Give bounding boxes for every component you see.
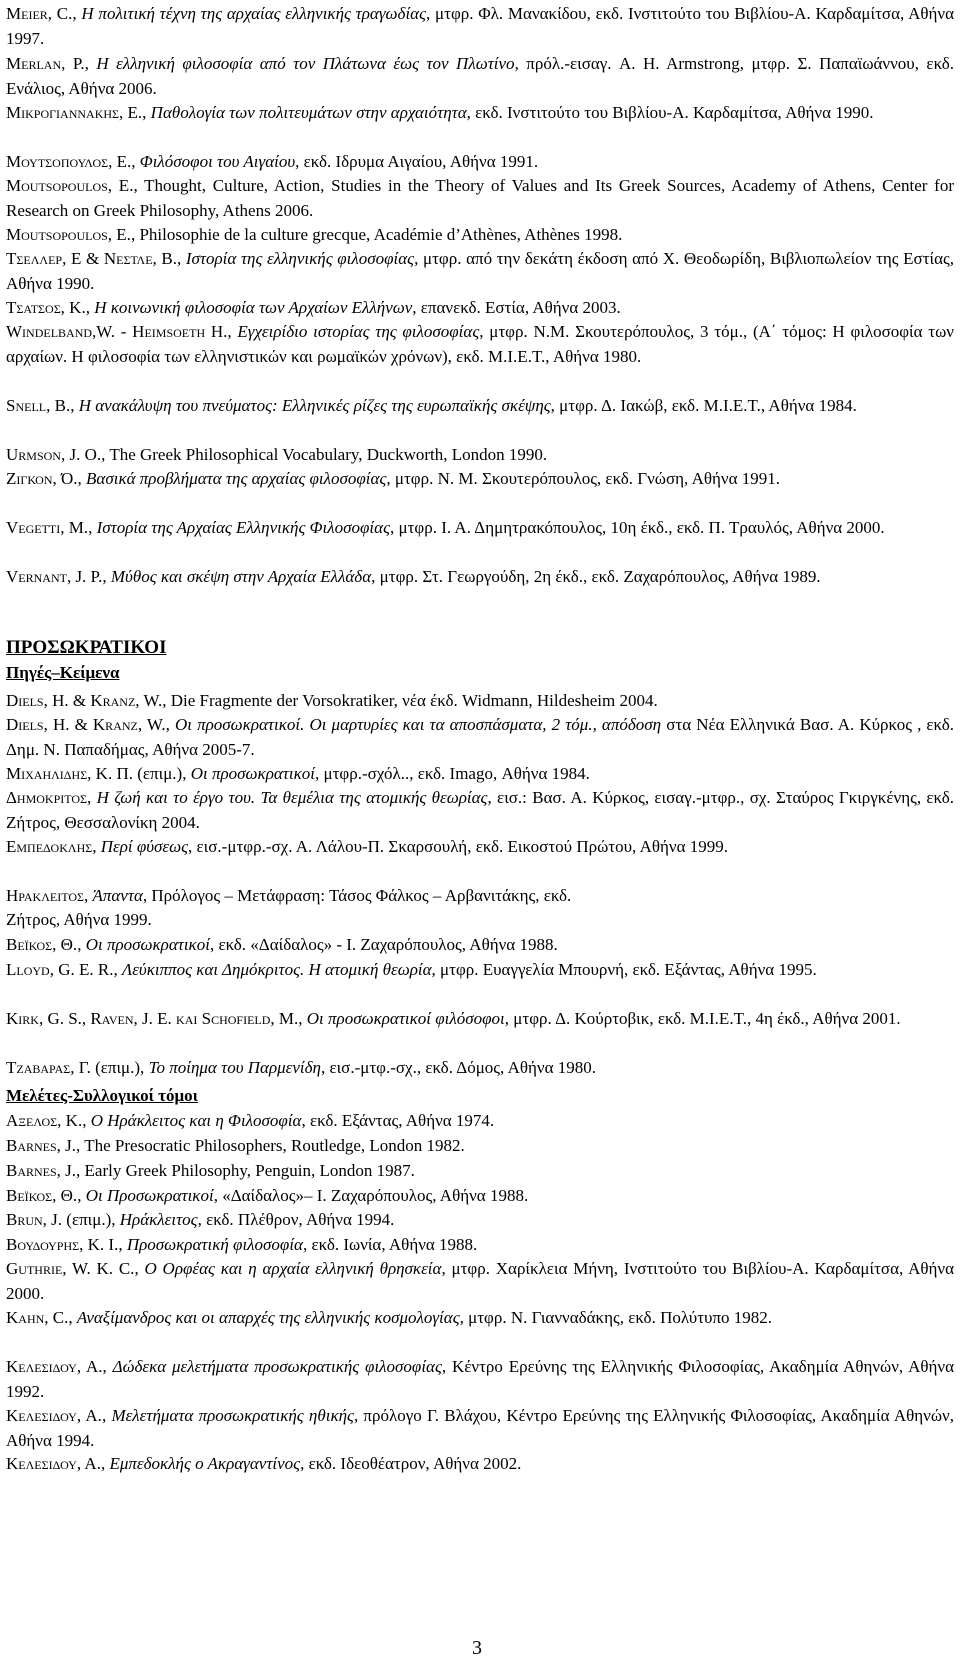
entry-author: Vernant, J. P. (6, 567, 103, 586)
entry-details: , μτφρ. Δ. Ιακώβ, εκδ. Μ.Ι.Ε.Τ., Αθήνα 1984. (550, 396, 857, 415)
entry-details: Ζήτρος, Αθήνα 1999. (6, 910, 152, 929)
entry-separator: , (68, 1308, 77, 1327)
entry-separator: , (101, 1406, 112, 1425)
entry-title: Ο Ηράκλειτος και η Φιλοσοφία (90, 1111, 302, 1130)
entry-author: Diels, H. & Kranz, W. (6, 691, 163, 710)
bibliography-entry (6, 52, 954, 101)
entry-details: , εκδ. Εξάντας, Αθήνα 1974. (301, 1111, 495, 1130)
bibliography-entry (6, 320, 954, 369)
entry-details: , μτφρ. Ν. Γιανναδάκης, εκδ. Πολύτυπο 1982. (459, 1308, 773, 1327)
entry-details: , Κέντρο Ερεύνης της Ελληνικής Φιλοσοφίας, Ακαδημία Αθηνών, Αθήνα 1992. (6, 1357, 954, 1401)
entry-author: Barnes, J. (6, 1136, 77, 1155)
entry-author: Kirk, G. S., Raven, J. E. και Schofield, M. (6, 1009, 299, 1028)
entry-details: , μτφρ. Χαρίκλεια Μήνη, Ινστιτούτο του Βιβλίου-Α. Καρδαμίτσα, Αθήνα 2000. (6, 1259, 954, 1303)
entry-author: Lloyd, G. E. R. (6, 960, 114, 979)
entry-title: Οι προσωκρατικοί φιλόσοφοι (306, 1009, 505, 1028)
entry-details: , μτφρ. Ι. Α. Δημητρακόπουλος, 10η έκδ., εκδ. Π. Τραυλός, Αθήνα 2000. (389, 518, 885, 537)
entry-author: Merlan, P. (6, 54, 85, 73)
entry-details: , εκδ. Πλέθρον, Αθήνα 1994. (197, 1210, 395, 1229)
entry-details: , εισ.: Βασ. Α. Κύρκος, εισαγ.-μτφρ., σχ. Σταύρος Γκιργκένης, εκδ. Ζήτρος, Θεσσαλονίκη 2004. (6, 788, 955, 832)
bibliography-entry (6, 1208, 954, 1233)
page-number: 3 (472, 1637, 482, 1659)
entry-author: Βουδουρης, Κ. Ι. (6, 1235, 119, 1254)
bibliography-entry (6, 1184, 954, 1209)
entry-author: Μικρογιαννακης, Ε. (6, 103, 143, 122)
entry-details: , εισ.-μτφ.-σχ., εκδ. Δόμος, Αθήνα 1980. (320, 1058, 597, 1077)
bibliography-entry (6, 1007, 954, 1032)
entry-author: Αξελος, Κ. (6, 1111, 83, 1130)
bibliography-entry (6, 1452, 954, 1477)
bibliography-entry (6, 1109, 954, 1134)
entry-title: Η ελληνική φιλοσοφία από τον Πλάτωνα έως τον Πλωτίνο (96, 54, 515, 73)
entry-title: Άπαντα (92, 886, 143, 905)
entry-details: , μτφρ. Ν.Μ. Σκουτερόπουλος, 3 τόμ., (Α΄ τόμος: Η φιλοσοφία των αρχαίων. Η φιλοσοφία των ελληνιστικών και ρωμαϊκών χρόνων), εκδ. Μ.Ι.Ε.Τ., Αθήνα 1980. (6, 322, 954, 366)
entry-details: , πρόλ.-εισαγ. A. H. Armstrong, μτφρ. Σ. Παπαϊωάννου, εκδ. Ενάλιος, Αθήνα 2006. (6, 54, 955, 98)
entry-author: Τσατσος, Κ. (6, 298, 86, 317)
entry-author: Τζαβαρας, Γ. (6, 1058, 91, 1077)
entry-separator: , (83, 886, 93, 905)
entry-separator: , (77, 1186, 86, 1205)
entry-title: Ηράκλειτος (119, 1210, 198, 1229)
entry-author: Barnes, J. (6, 1161, 77, 1180)
entry-separator: , (77, 469, 87, 488)
entry-author: Κελεσιδου, Α. (6, 1406, 102, 1425)
entry-title: Οι προσωκρατικοί. Οι μαρτυρίες και τα αποσπάσματα, 2 τόμ., απόδοση (175, 715, 662, 734)
entry-title: Η ζωή και το έργο του. Τα θεμέλια της ατομικής θεωρίας (96, 788, 488, 807)
entry-author: Εμπεδοκλης (6, 837, 93, 856)
entry-separator: , (113, 960, 122, 979)
entry-title: Μελετήματα προσωκρατικής ηθικής (111, 1406, 354, 1425)
entry-author: Τσελλερ, Ε & Νεστλε, Β. (6, 249, 177, 268)
entry-title: Η πολιτική τέχνη της αρχαίας ελληνικής τραγωδίας (81, 4, 426, 23)
entry-separator: , (142, 103, 151, 122)
entry-separator: (επιμ.), (90, 1058, 149, 1077)
entry-details: Die Fragmente der Vorsokratiker, νέα έκδ. Widmann, Hildesheim 2004. (170, 691, 658, 710)
entry-details: , Πρόλογος – Μετάφραση: Τάσος Φάλκος – Αρβανιτάκης, εκδ. (142, 886, 572, 905)
entry-separator: , (76, 1161, 85, 1180)
entry-author: Diels, H. & Kranz, W. (6, 715, 166, 734)
entry-separator: , (70, 396, 79, 415)
entry-author: Meier, C. (6, 4, 73, 23)
entry-author: Βεϊκος, Θ. (6, 935, 78, 954)
entry-title: Προσωκρατική φιλοσοφία (126, 1235, 303, 1254)
entry-title: Ιστορία της ελληνικής φιλοσοφίας (185, 249, 415, 268)
entry-title: Ο Ορφέας και η αρχαία ελληνική θρησκεία (144, 1259, 442, 1278)
entry-author: Snell, B. (6, 396, 71, 415)
entry-details: , εκδ. Ιδεοθέατρον, Αθήνα 2002. (300, 1454, 522, 1473)
entry-title: Αναξίμανδρος και οι απαρχές της ελληνικής κοσμολογίας (76, 1308, 460, 1327)
entry-details: , μτφρ.-σχόλ.., εκδ. Imago, Αθήνα 1984. (314, 764, 590, 783)
entry-separator: , (227, 322, 238, 341)
entry-separator: , (130, 225, 140, 244)
entry-title: Εγχειρίδιο ιστορίας της φιλοσοφίας (237, 322, 480, 341)
bibliography-entry (6, 1056, 954, 1081)
entry-separator: , (100, 1454, 110, 1473)
entry-details: , μτφρ. Φλ. Μανακίδου, εκδ. Ινστιτούτο του Βιβλίου-Α. Καρδαμίτσα, Αθήνα 1997. (6, 4, 954, 48)
entry-separator: , (87, 788, 97, 807)
bibliography-entry (6, 223, 954, 248)
bibliography-entry (6, 884, 954, 909)
entry-author: Guthrie, W. K. C. (6, 1259, 135, 1278)
entry-separator: , (134, 1259, 145, 1278)
bibliography-entry (6, 1306, 954, 1331)
entry-author: Brun, J. (6, 1210, 63, 1229)
entry-details: , μτφρ. Ευαγγελία Μπουρνή, εκδ. Εξάντας, Αθήνα 1995. (431, 960, 817, 979)
entry-details: , πρόλογο Γ. Βλάχου, Κέντρο Ερεύνης της Ελληνικής Φιλοσοφίας, Ακαδημία Αθηνών, Αθήνα 1994. (6, 1406, 954, 1450)
entry-author: Moutsopoulos, E. (6, 176, 134, 195)
bibliography-entry (6, 786, 954, 835)
entry-title: Δώδεκα μελετήματα προσωκρατικής φιλοσοφίας (112, 1357, 442, 1376)
entry-details: , μτφρ. Δ. Κούρτοβικ, εκδ. Μ.Ι.Ε.Τ., 4η έκδ., Αθήνα 2001. (504, 1009, 901, 1028)
entry-title: Βασικά προβλήματα της αρχαίας φιλοσοφίας (86, 469, 387, 488)
entry-title: Παθολογία των πολιτευμάτων στην αρχαιότητα (150, 103, 467, 122)
entry-separator: , (102, 567, 111, 586)
entry-title: Το ποίημα του Παρμενίδη (148, 1058, 321, 1077)
entry-author: Moutsopoulos, E. (6, 225, 131, 244)
entry-separator: , (88, 518, 97, 537)
bibliography-entry (6, 835, 954, 860)
entry-title: Οι προσωκρατικοί (85, 935, 210, 954)
entry-separator: , (92, 837, 101, 856)
entry-separator: , (101, 445, 110, 464)
entry-details: στα Νέα Ελληνικά Βασ. Α. Κύρκος , εκδ. Δημ. Ν. Παπαδήμας, Αθήνα 2005-7. (6, 715, 955, 759)
bibliography-entry (6, 1159, 954, 1184)
entry-details: , μτφρ. Ν. Μ. Σκουτερόπουλος, εκδ. Γνώση, Αθήνα 1991. (386, 469, 780, 488)
entry-details: , εκδ. Ιδρυμα Αιγαίου, Αθήνα 1991. (295, 152, 539, 171)
entry-details: , επανεκδ. Εστία, Αθήνα 2003. (412, 298, 621, 317)
entry-separator: , (162, 691, 171, 710)
bibliography-entry (6, 1233, 954, 1258)
bibliography-entry (6, 516, 954, 541)
subsection-heading-sources: Πηγές–Κείμενα (6, 663, 120, 682)
entry-details: , «Δαίδαλος»– Ι. Ζαχαρόπουλος, Αθήνα 1988. (213, 1186, 529, 1205)
entry-details: Philosophie de la culture grecque, Académie d’Athènes, Athènes 1998. (139, 225, 623, 244)
entry-separator: , (133, 176, 145, 195)
entry-author: Μουτσοπουλος, Ε. (6, 152, 132, 171)
bibliography-entry (6, 150, 954, 175)
entry-separator: , (84, 54, 97, 73)
entry-details: , μτφρ. από την δεκάτη έκδοση από Χ. Θεοδωρίδη, Βιβλιοπωλείον της Εστίας, Αθήνα 1990. (6, 249, 955, 293)
entry-details: , μτφρ. Στ. Γεωργούδη, 2η έκδ., εκδ. Ζαχαρόπουλος, Αθήνα 1989. (371, 567, 821, 586)
entry-details: , εκδ. Ινστιτούτο του Βιβλίου-Α. Καρδαμίτσα, Αθήνα 1990. (466, 103, 874, 122)
bibliography-entry (6, 933, 954, 958)
bibliography-entry (6, 2, 954, 51)
entry-title: Οι προσωκρατικοί (190, 764, 315, 783)
subsection-heading-studies: Μελέτες-Συλλογικοί τόμοι (6, 1086, 198, 1105)
entry-details: , εκδ. «Δαίδαλος» - Ι. Ζαχαρόπουλος, Αθήνα 1988. (209, 935, 558, 954)
entry-details: The Greek Philosophical Vocabulary, Duckworth, London 1990. (109, 445, 548, 464)
entry-details: The Presocratic Philosophers, Routledge, London 1982. (84, 1136, 465, 1155)
entry-separator: , (76, 1136, 85, 1155)
entry-title: Λεύκιππος και Δημόκριτος. Η ατομική θεωρία (121, 960, 432, 979)
entry-author: Δημοκριτος (6, 788, 88, 807)
entry-separator: , (72, 4, 82, 23)
bibliography-entry (6, 689, 954, 714)
bibliography-entry (6, 1404, 954, 1453)
entry-title: Εμπεδοκλής ο Ακραγαντίνος (109, 1454, 301, 1473)
bibliography-entry (6, 296, 954, 321)
entry-separator: , (82, 1111, 91, 1130)
bibliography-entry (6, 1257, 954, 1306)
entry-author: Kahn, C. (6, 1308, 69, 1327)
entry-title: Ιστορία της Αρχαίας Ελληνικής Φιλοσοφίας (96, 518, 390, 537)
bibliography-entry (6, 467, 954, 492)
entry-title: Η κοινωνική φιλοσοφία των Αρχαίων Ελλήνων (94, 298, 413, 317)
entry-separator: , (102, 1357, 113, 1376)
entry-details: Thought, Culture, Action, Studies in the Theory of Values and Its Greek Sources, Academy of Athens, Center for Research on Greek Philosophy, Athens 2006. (6, 176, 954, 220)
bibliography-entry (6, 247, 954, 296)
entry-details: , εισ.-μτφρ.-σχ. Α. Λάλου-Π. Σκαρσουλή, εκδ. Εικοστού Πρώτου, Αθήνα 1999. (188, 837, 729, 856)
entry-author: Ηρακλειτος (6, 886, 84, 905)
entry-separator: , (177, 249, 186, 268)
entry-separator: , (118, 1235, 127, 1254)
entry-author: Μιχαηλιδης, Κ. Π. (6, 764, 133, 783)
entry-title: Οι Προσωκρατικοί (85, 1186, 214, 1205)
bibliography-entry (6, 908, 954, 933)
bibliography-entry (6, 174, 954, 223)
entry-separator: , (165, 715, 175, 734)
entry-title: Περί φύσεως (100, 837, 189, 856)
entry-author: Κελεσιδου, Α. (6, 1454, 101, 1473)
bibliography-entry (6, 958, 954, 983)
bibliography-entry (6, 443, 954, 468)
section-heading-presocratics: ΠΡΟΣΩΚΡΑΤΙΚΟΙ (6, 637, 167, 658)
entry-separator: , (131, 152, 140, 171)
entry-title: Φιλόσοφοι του Αιγαίου (139, 152, 296, 171)
entry-separator: (επιμ.), (62, 1210, 120, 1229)
entry-author: Βεϊκος, Θ. (6, 1186, 78, 1205)
entry-separator: , (85, 298, 95, 317)
bibliography-entry (6, 1134, 954, 1159)
bibliography-entry (6, 101, 954, 126)
entry-title: Μύθος και σκέψη στην Αρχαία Ελλάδα (110, 567, 372, 586)
bibliography-entry (6, 394, 954, 419)
entry-author: Windelband,W. - Heimsoeth H. (6, 322, 228, 341)
entry-details: , εκδ. Ιωνία, Αθήνα 1988. (302, 1235, 478, 1254)
entry-author: Vegetti, M. (6, 518, 89, 537)
entry-author: Κελεσιδου, Α. (6, 1357, 103, 1376)
entry-separator: (επιμ.), (132, 764, 191, 783)
entry-separator: , (77, 935, 86, 954)
entry-details: Early Greek Philosophy, Penguin, London 1987. (84, 1161, 415, 1180)
entry-title: Η ανακάλυψη του πνεύματος: Ελληνικές ρίζες της ευρωπαϊκής σκέψης (78, 396, 551, 415)
entry-author: Ζιγκον, Ό. (6, 469, 78, 488)
entry-author: Urmson, J. O. (6, 445, 102, 464)
bibliography-entry (6, 565, 954, 590)
bibliography-entry (6, 762, 954, 787)
bibliography-entry (6, 1355, 954, 1404)
bibliography-entry (6, 713, 954, 762)
entry-separator: , (298, 1009, 307, 1028)
